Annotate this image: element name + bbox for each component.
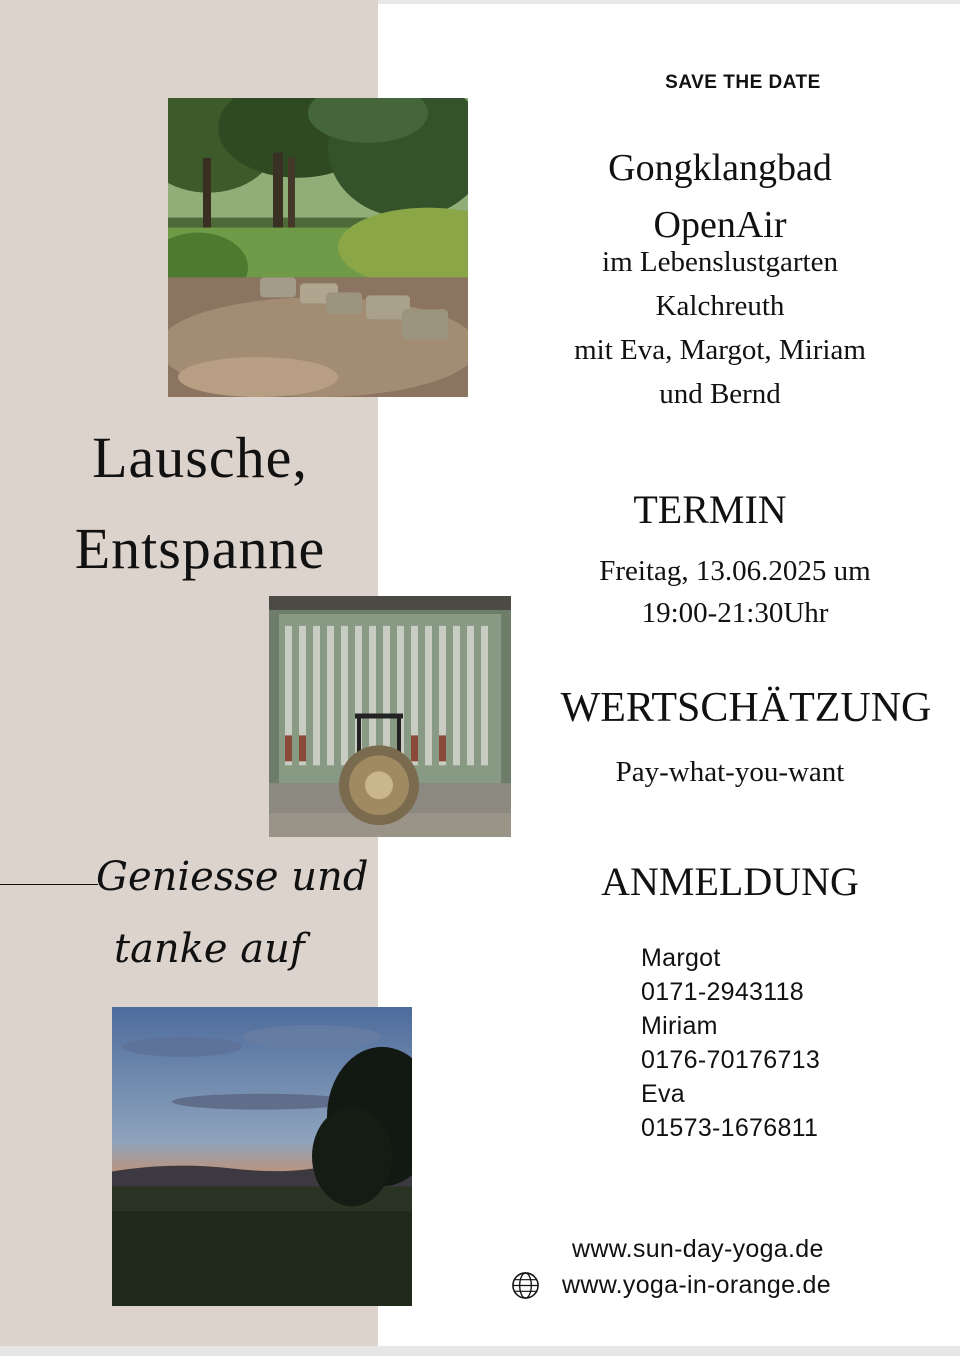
script-geniesse-und: Geniesse und: [96, 854, 369, 900]
decorative-rule: [0, 884, 98, 885]
contact-name: Margot: [641, 944, 721, 972]
contact-phone[interactable]: 01573-1676811: [641, 1114, 819, 1142]
location-line-1: im Lebenslustgarten: [602, 246, 838, 278]
globe-icon: [511, 1271, 540, 1300]
sunset-photo: [112, 1007, 412, 1306]
wertschaetzung-value: Pay-what-you-want: [615, 756, 845, 788]
bottom-edge: [0, 1346, 960, 1356]
website-link-yoga-in-orange[interactable]: www.yoga-in-orange.de: [562, 1271, 831, 1299]
termin-time: 19:00-21:30Uhr: [641, 597, 829, 629]
wertschaetzung-heading: WERTSCHÄTZUNG: [560, 685, 932, 731]
save-the-date-label: SAVE THE DATE: [665, 72, 821, 93]
contact-name: Miriam: [641, 1012, 718, 1040]
garden-stream-photo: [168, 98, 468, 397]
website-link-sun-day-yoga[interactable]: www.sun-day-yoga.de: [572, 1235, 824, 1263]
anmeldung-heading: ANMELDUNG: [601, 859, 859, 904]
contact-name: Eva: [641, 1080, 685, 1108]
contact-phone[interactable]: 0176-70176713: [641, 1046, 821, 1074]
hosts-line-2: und Bernd: [659, 378, 781, 410]
hosts-line-1: mit Eva, Margot, Miriam: [574, 334, 866, 366]
contact-phone[interactable]: 0171-2943118: [641, 978, 805, 1006]
event-title: Gongklangbad: [608, 147, 832, 189]
termin-date: Freitag, 13.06.2025 um: [599, 555, 871, 587]
event-subtitle: OpenAir: [653, 204, 787, 246]
location-line-2: Kalchreuth: [655, 290, 785, 322]
heading-entspanne: Entspanne: [74, 516, 326, 581]
script-tanke-auf: tanke auf: [114, 926, 305, 972]
gong-photo: [269, 596, 511, 837]
top-edge: [378, 0, 960, 4]
heading-lausche: Lausche,: [92, 425, 308, 490]
termin-heading: TERMIN: [633, 487, 787, 532]
